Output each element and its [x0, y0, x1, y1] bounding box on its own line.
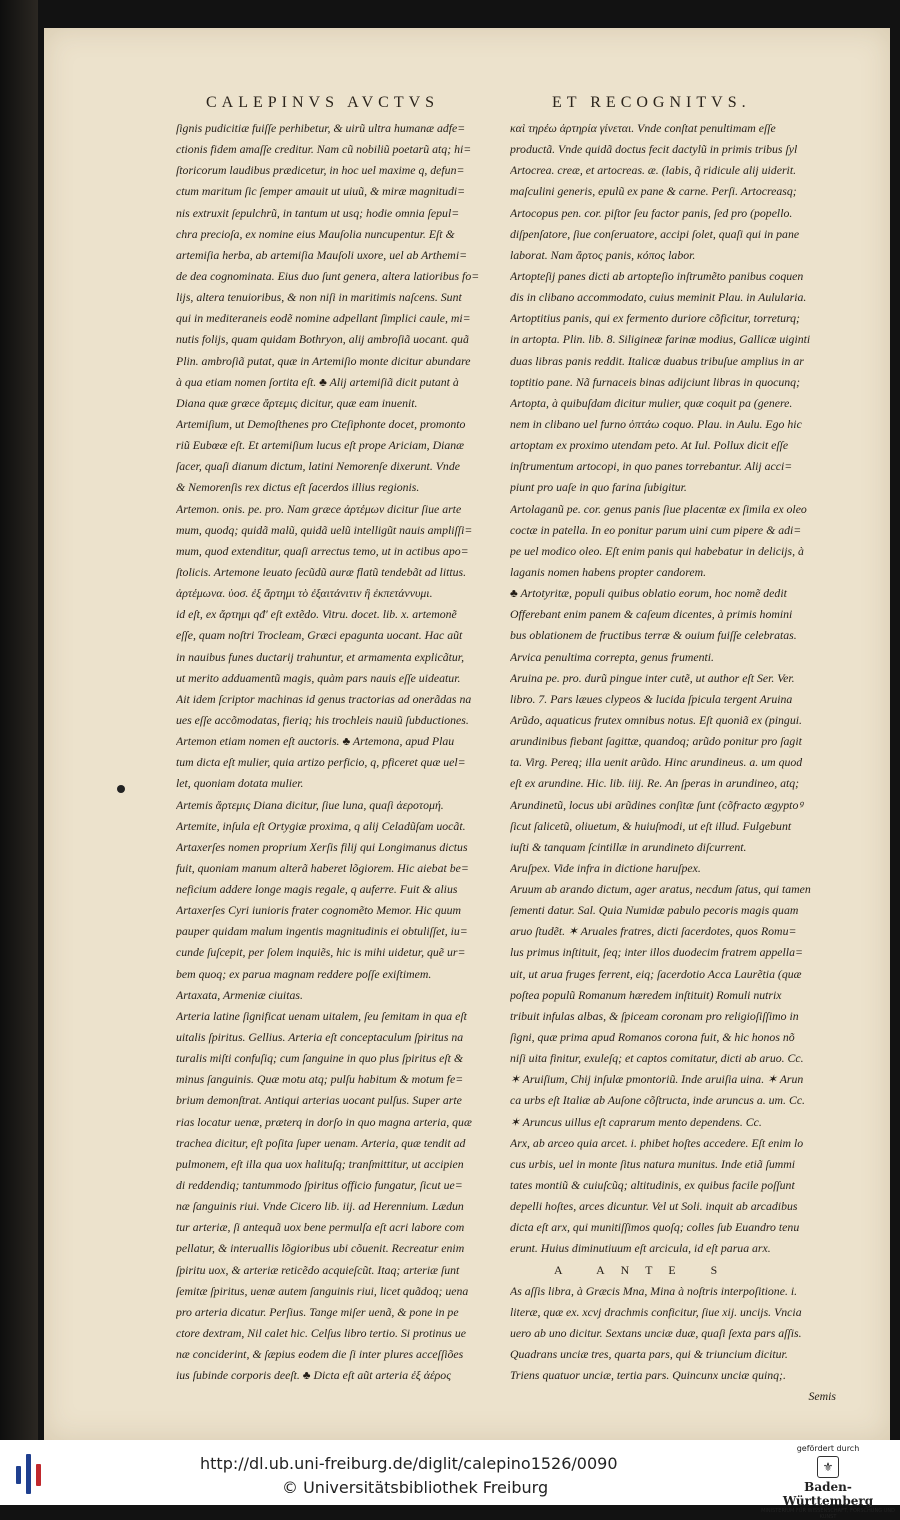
text-line: cunde ſuſcepit, per ſolem inquiẽs, hic is mihi uidetur, quẽ ur=: [176, 945, 466, 960]
text-line: duas libras panis reddit. Italicæ duabus tribuſue amplius in ar: [510, 353, 804, 368]
sponsor-block: [760, 1444, 896, 1520]
text-line: bus oblationem de fructibus terræ & ouium fuiſſe celebratas.: [510, 628, 797, 643]
text-line: ἀρτέμωνα. ὑοσ. ἐξ ἄρτημι τὸ ἐξαιτάνιτιν ἢ ἐκπετάννυμι.: [176, 586, 433, 601]
text-line: Aruina pe. pro. durũ pingue inter cutẽ, ut author eſt Ser. Ver.: [510, 670, 795, 685]
text-line: rias locatur uenæ, præterq in dorſo in quo magna arteria, quæ: [176, 1114, 472, 1129]
text-line: Artocopus pen. cor. piſtor ſeu factor panis, ſed pro (popello.: [510, 205, 793, 220]
text-line: de dea cognominata. Eius duo ſunt genera, altera latioribus fo=: [176, 268, 480, 283]
text-line: lus primus inſtituit, ſeq; inter illos duodecim fratrem appella=: [510, 945, 803, 960]
text-line: mum, quodq; quidã malũ, quidã uelũ intelligũt nauis ampliſſi=: [176, 522, 473, 537]
copyright-notice: © Universitätsbibliothek Freiburg: [282, 1478, 549, 1497]
text-line: uit, ut arua fruges ferrent, eiq; ſacerdotio Acca Laurẽtia (quæ: [510, 966, 802, 981]
text-line: erunt. Huius diminutiuum eſt arcicula, id eſt parua arx.: [510, 1241, 771, 1256]
text-line: ca urbs eſt Italiæ ab Auſone cõſtructa, inde aruncus a. um. Cc.: [510, 1093, 806, 1108]
text-line: lijs, altera tenuioribus, & non niſi in maritimis naſcens. Sunt: [176, 290, 462, 305]
text-line: pauper quidam malum ingentis magnitudinis ei obtuliſſet, iu=: [176, 924, 468, 939]
text-line: coctæ in patella. In eo ponitur parum uini cum pipere & adi=: [510, 522, 802, 537]
text-line: artemiſia herba, ab artemiſia Mauſoli uxore, uel ab Arthemi=: [176, 247, 468, 262]
text-line: ues eſſe accõmodatas, fieriq; his trochleis nauiũ ſubductiones.: [176, 712, 469, 727]
text-line: Arũdo, aquaticus frutex omnibus notus. Eſt quoniã ex (pingui.: [510, 712, 802, 727]
text-line: ta. Virg. Pereq; illa uenit arũdo. Hinc arundineus. a. um quod: [510, 755, 803, 770]
text-line: Artopta, à quibuſdam dicitur mulier, quæ coquit pa (genere.: [510, 395, 793, 410]
sponsor-ministry: MINISTERIUM FÜR WISSENSCHAFT, FORSCHUNG UND KUNST: [761, 1508, 895, 1520]
text-line: Artaxerſes Cyri iunioris frater cognomẽto Memor. Hic quum: [176, 903, 462, 918]
text-line: Artaxerſes nomen proprium Xerſis filij qui Longimanus dictus: [176, 839, 468, 854]
text-line: Artopteſij panes dicti ab artopteſio inſtrumẽto panibus coquen: [510, 268, 804, 283]
text-line: ut merito adduamentũ magis, quàm pars nauis eſſe uideatur.: [176, 670, 461, 685]
text-line: iuſti & tanquam ſcintillæ in arundineto diſcurrent.: [510, 839, 747, 854]
state-seal-icon: ⚜: [817, 1456, 839, 1478]
text-line: ſementi datur. Sal. Quia Numidæ pabulo pecoris magis quam: [510, 903, 799, 918]
text-line: καὶ τηρέω ἀρτηρία γίνεται. Vnde conſtat penultimam eſſe: [510, 121, 776, 135]
text-line: eſſe, quam noſtri Trocleam, Græci epagunta uocant. Hac aũt: [176, 628, 463, 643]
text-line: Quadrans unciæ tres, quarta pars, qui & triuncium dicitur.: [510, 1347, 788, 1362]
text-line: ius ſubinde corporis deeſt. ♣ Dicta eſt aũt arteria ἐξ ἀέρος: [176, 1368, 451, 1383]
text-line: literæ, quæ ex. xcvj drachmis conficitur, ſiue xij. uncijs. Vncia: [510, 1304, 802, 1319]
text-line: arundinibus fiebant ſagittæ, quandoq; arũdo ponitur pro ſagit: [510, 734, 802, 749]
text-line: Artoptitius panis, qui ex fermento duriore cõficitur, torreturq;: [510, 311, 800, 326]
text-line: Artemite, inſula eſt Ortygiæ proxima, q alij Celadũſam uocãt.: [176, 818, 466, 833]
text-line: qui in mediteraneis eodẽ nomine adpellant ſimplici caule, mi=: [176, 311, 471, 326]
text-line: ✶ Aruiſium, Chij inſulæ pmontoriũ. Inde aruiſia uina. ✶ Arun: [510, 1072, 804, 1087]
text-line: minus ſanguinis. Quæ motu atq; pulſu habitum & motum fe=: [176, 1072, 464, 1087]
text-line: Arundinetũ, locus ubi arũdines conſitæ ſunt (cõfracto ægyptoꝰ: [510, 797, 803, 812]
text-line: cus urbis, uel in monte ſitus natura munitus. Inde etiã ſummi: [510, 1156, 796, 1171]
text-line: uitalis ſpiritus. Gellius. Arteria eſt conceptaculum ſpiritus na: [176, 1030, 464, 1045]
text-line: ſpiritu uox, & arteriæ reticẽdo acquieſcũt. Itaq; arteriæ ſunt: [176, 1262, 460, 1277]
text-line: Triens quatuor unciæ, tertia pars. Quincunx unciæ quinq;.: [510, 1368, 786, 1383]
text-line: As aſſis libra, à Græcis Mna, Mina à noſtris interpoſitione. i.: [510, 1283, 798, 1298]
text-line: næ ſanguinis riui. Vnde Cicero lib. iij. ad Herennium. Lædun: [176, 1199, 464, 1214]
text-line: tur arteriæ, ſi antequã uox bene permulſa eſt acri labore com: [176, 1220, 465, 1235]
viewer-footer: [0, 1440, 900, 1520]
logo-bar-1: [16, 1466, 21, 1484]
text-line: maſculini generis, epulũ ex pane & carne. Perſi. Artocreasq;: [510, 184, 797, 199]
text-line: ctore dextram, Nil calet hic. Celſus libro tertio. Si protinus ue: [176, 1326, 466, 1341]
text-line: niſi uita finitur, exuleſq; et captos comitatur, dicti ab aruo. Cc.: [510, 1051, 804, 1066]
text-line: Artaxata, Armeniæ ciuitas.: [176, 987, 303, 1002]
text-line: Artemis ἄρτεμις Diana dicitur, ſiue luna, quaſi ἀεροτομή.: [176, 797, 444, 812]
running-head-left: CALEPINVS AVCTVS: [206, 94, 440, 111]
text-line: pulmonem, eſt illa qua uox halituſq; tranſmittitur, ut accipien: [176, 1156, 464, 1171]
text-line: ſemitæ ſpiritus, uenæ autem ſanguinis riui, licet quãdoq; uena: [176, 1283, 469, 1298]
text-line: in nauibus funes ductarij trahuntur, et armamenta explicãtur,: [176, 649, 465, 664]
sponsor-name: Baden-Württemberg: [782, 1480, 874, 1508]
text-line: tates montiũ & cuiuſcũq; altitudinis, ex quibus facile poſſunt: [510, 1178, 795, 1193]
text-line: Aruum ab arando dictum, ager aratus, necdum ſatus, qui tamen: [510, 882, 811, 897]
text-line: Arx, ab arceo quia arcet. i. phibet hoſtes accedere. Eſt enim lo: [510, 1135, 804, 1150]
text-line: turalis miſti confuſiq; cum ſanguine in quo plus ſpiritus eſt &: [176, 1051, 464, 1066]
text-line: dicta eſt arx, qui munitiſſimos quoſq; colles ſub Euandro tenu: [510, 1220, 800, 1235]
text-line: diſpenſatore, ſiue conſeruatore, accipi ſolet, quaſi qui in pane: [510, 226, 800, 241]
text-line: Arvica penultima correpta, genus frumenti.: [510, 649, 715, 664]
text-line: Artemon. onis. pe. pro. Nam græce ἀρτέμων dicitur ſiue arte: [176, 501, 462, 516]
right-text-column: [510, 118, 844, 1408]
logo-bar-3: [36, 1464, 41, 1486]
text-line: ctum maritum ſic ſemper amauit ut uiuũ, & miræ magnitudi=: [176, 184, 466, 199]
text-line: Artemiſium, ut Demoſthenes pro Cteſiphonte docet, promonto: [176, 416, 466, 431]
text-line: pe uel modico oleo. Eſt enim panis qui habebatur in delicijs, à: [510, 543, 804, 558]
text-line: laganis nomen habens propter candorem.: [510, 564, 707, 579]
text-line: næ conciderint, & ſæpius eodem die ſi inter plures acceſſiões: [176, 1347, 464, 1362]
text-line: in artopta. Plin. lib. 8. Siligineæ farinæ modius, Gallicæ uiginti: [510, 332, 811, 347]
text-line: Offerebant enim panem & caſeum dicentes, à primis homini: [510, 607, 793, 622]
text-line: dis in clibano accommodato, cuius meminit Plau. in Aulularia.: [510, 290, 807, 305]
text-line: ſtoricorum laudibus prædicetur, in hoc uel maxime q, defun=: [176, 163, 465, 178]
text-line: artoptam ex proximo utendam peto. At Iul. Pollux dicit eſſe: [510, 438, 789, 453]
text-line: Plin. ambroſiã putat, quæ in Artemiſio monte dicitur abundare: [176, 353, 471, 368]
text-line: Artolaganũ pe. cor. genus panis ſiue placentæ ex ſimila ex oleo: [510, 501, 807, 516]
text-line: bem quoq; ex parua magnam reddere poſſe exiſtimem.: [176, 966, 432, 981]
running-head-right: ET RECOGNITVS.: [552, 94, 751, 111]
text-line: tribuit infulas albas, & ſpiceam coronam pro religioſiſſimo in: [510, 1008, 799, 1023]
logo-bar-2: [26, 1454, 31, 1494]
text-line: piunt pro uaſe in quo farina ſubigitur.: [510, 480, 687, 495]
text-line: tum dicta eſt mulier, quia artizo perficio, q, pficeret quæ uel=: [176, 755, 466, 770]
text-line: poſtea populũ Romanum hæredem inſtituit) Romuli nutrix: [510, 987, 782, 1002]
text-line: uero ab uno dicitur. Sextans unciæ duæ, quaſi ſexta pars aſſis.: [510, 1326, 802, 1341]
text-line: id eſt, ex ἄρτημι qđ' eſt extẽdo. Vitru. docet. lib. x. artemonẽ: [176, 607, 457, 622]
text-line: nutis folijs, quam quidam Bothryon, alij ambroſiã uocant. quã: [176, 332, 469, 347]
text-line: chra precioſa, ex nomine eius Mauſolia nuncupentur. Eſt &: [176, 226, 455, 241]
text-line: mum, quod extenditur, quaſi arrectus temo, ut in actibus apo=: [176, 543, 469, 558]
text-line: let, quoniam dotata mulier.: [176, 776, 304, 791]
text-line: toptitio pane. Nã furnaceis binas adijciunt libras in quocunq;: [510, 374, 800, 389]
text-line: ſigni, quæ prima apud Romanos corona fuit, & hic honos nõ: [510, 1030, 795, 1045]
university-logo: [14, 1450, 48, 1494]
text-line: ſtolicis. Artemone leuato ſecũdũ auræ flatũ tendebãt ad littus.: [176, 564, 467, 579]
text-line: à qua etiam nomen ſortita eſt. ♣ Alij artemiſiã dicit putant à: [176, 374, 459, 389]
text-line: A ANTE S: [554, 1262, 734, 1277]
binding-hole: [117, 785, 125, 793]
text-line: & Nemorenſis rex dictus eſt ſacerdos illius regionis.: [176, 480, 420, 495]
text-line: trachea dicitur, eſt poſita ſuper uenam. Arteria, quæ tendit ad: [176, 1135, 466, 1150]
text-line: Artocrea. creæ, et artocreas. æ. (labis, q̃ ridicule alij uiderit.: [510, 163, 797, 178]
text-line: fuit, quoniam manum alterã haberet lõgiorem. Hic aiebat be=: [176, 860, 469, 875]
sponsor-label: gefördert durch: [796, 1444, 860, 1453]
text-line: ſignis pudicitiæ fuiſſe perhibetur, & uirũ ultra humanæ adfe=: [176, 121, 466, 135]
text-line: pro arteria dicatur. Perſius. Tange miſer uenã, & pone in pe: [176, 1304, 459, 1319]
text-line: eſt ex arundine. Hic. lib. iiij. Re. An ſperas in arundineo, atq;: [510, 776, 800, 791]
text-line: ſicut ſalicetũ, oliuetum, & huiuſmodi, ut eſt illud. Fulgebunt: [510, 818, 792, 833]
text-line: inſtrumentum artocopi, in quo panes torrebantur. Alij acci=: [510, 459, 793, 474]
text-line: Diana quæ græce ἄρτεμις dicitur, quæ eam inuenit.: [176, 395, 418, 410]
text-line: nem in clibano uel furno ὀπτάω coquo. Plau. in Aulu. Ego hic: [510, 416, 802, 431]
left-text-column: [176, 118, 510, 1386]
text-line: ſacer, quaſi dianum dictum, latini Nemorenſe dixerunt. Vnde: [176, 459, 460, 474]
text-line: Artemon etiam nomen eſt auctoris. ♣ Artemona, apud Plau: [176, 734, 455, 749]
text-line: Arteria latine ſignificat uenam uitalem, ſeu ſemitam in qua eſt: [176, 1008, 467, 1023]
permalink-url[interactable]: http://dl.ub.uni-freiburg.de/diglit/calepino1526/0090: [200, 1454, 618, 1473]
text-line: ✶ Aruncus uillus eſt caprarum mento dependens. Cc.: [510, 1114, 762, 1129]
text-line: Aruſpex. Vide infra in dictione haruſpex.: [510, 860, 701, 875]
text-line: riũ Eubœæ eſt. Et artemiſium lucus eſt prope Ariciam, Dianæ: [176, 438, 465, 453]
text-line: neficium addere longe magis regale, q auferre. Fuit & alius: [176, 882, 458, 897]
text-line: nis extruxit ſepulchrũ, in tantum ut usq; hodie omnia ſepul=: [176, 205, 460, 220]
text-line: libro. 7. Pars læues clypeos & lucida ſpicula tergent Aruina: [510, 691, 793, 706]
text-line: ctionis fidem amaſſe creditur. Nam cũ nobiliũ poetarũ atq; hi=: [176, 142, 472, 157]
text-line: depelli hoſtes, arces dicuntur. Vel ut Soli. inquit ab arcadibus: [510, 1199, 798, 1214]
text-line: aruo ſtudẽt. ✶ Aruales fratres, dicti ſacerdotes, quos Romu=: [510, 924, 797, 939]
text-line: productã. Vnde quidã doctus fecit dactylũ in primis tribus ſyl: [510, 142, 798, 157]
text-line: laborat. Nam ἄρτος panis, κόπος labor.: [510, 247, 696, 262]
text-line: ♣ Artotyritæ, populi quibus oblatio eorum, hoc nomẽ dedit: [510, 586, 787, 601]
text-line: brium demonſtrat. Antiqui arterias uocant pulſus. Super arte: [176, 1093, 462, 1108]
text-line: Ait idem ſcriptor machinas id genus tractorias ad onerãdas na: [176, 691, 472, 706]
text-line: Semis: [808, 1389, 836, 1404]
book-spine: [0, 0, 38, 1440]
text-line: di reddendiq; tantummodo ſpiritus officio fungatur, ſicut ue=: [176, 1178, 463, 1193]
text-line: pellatur, & interuallis lõgioribus ubi cõuenit. Recreatur enim: [176, 1241, 465, 1256]
